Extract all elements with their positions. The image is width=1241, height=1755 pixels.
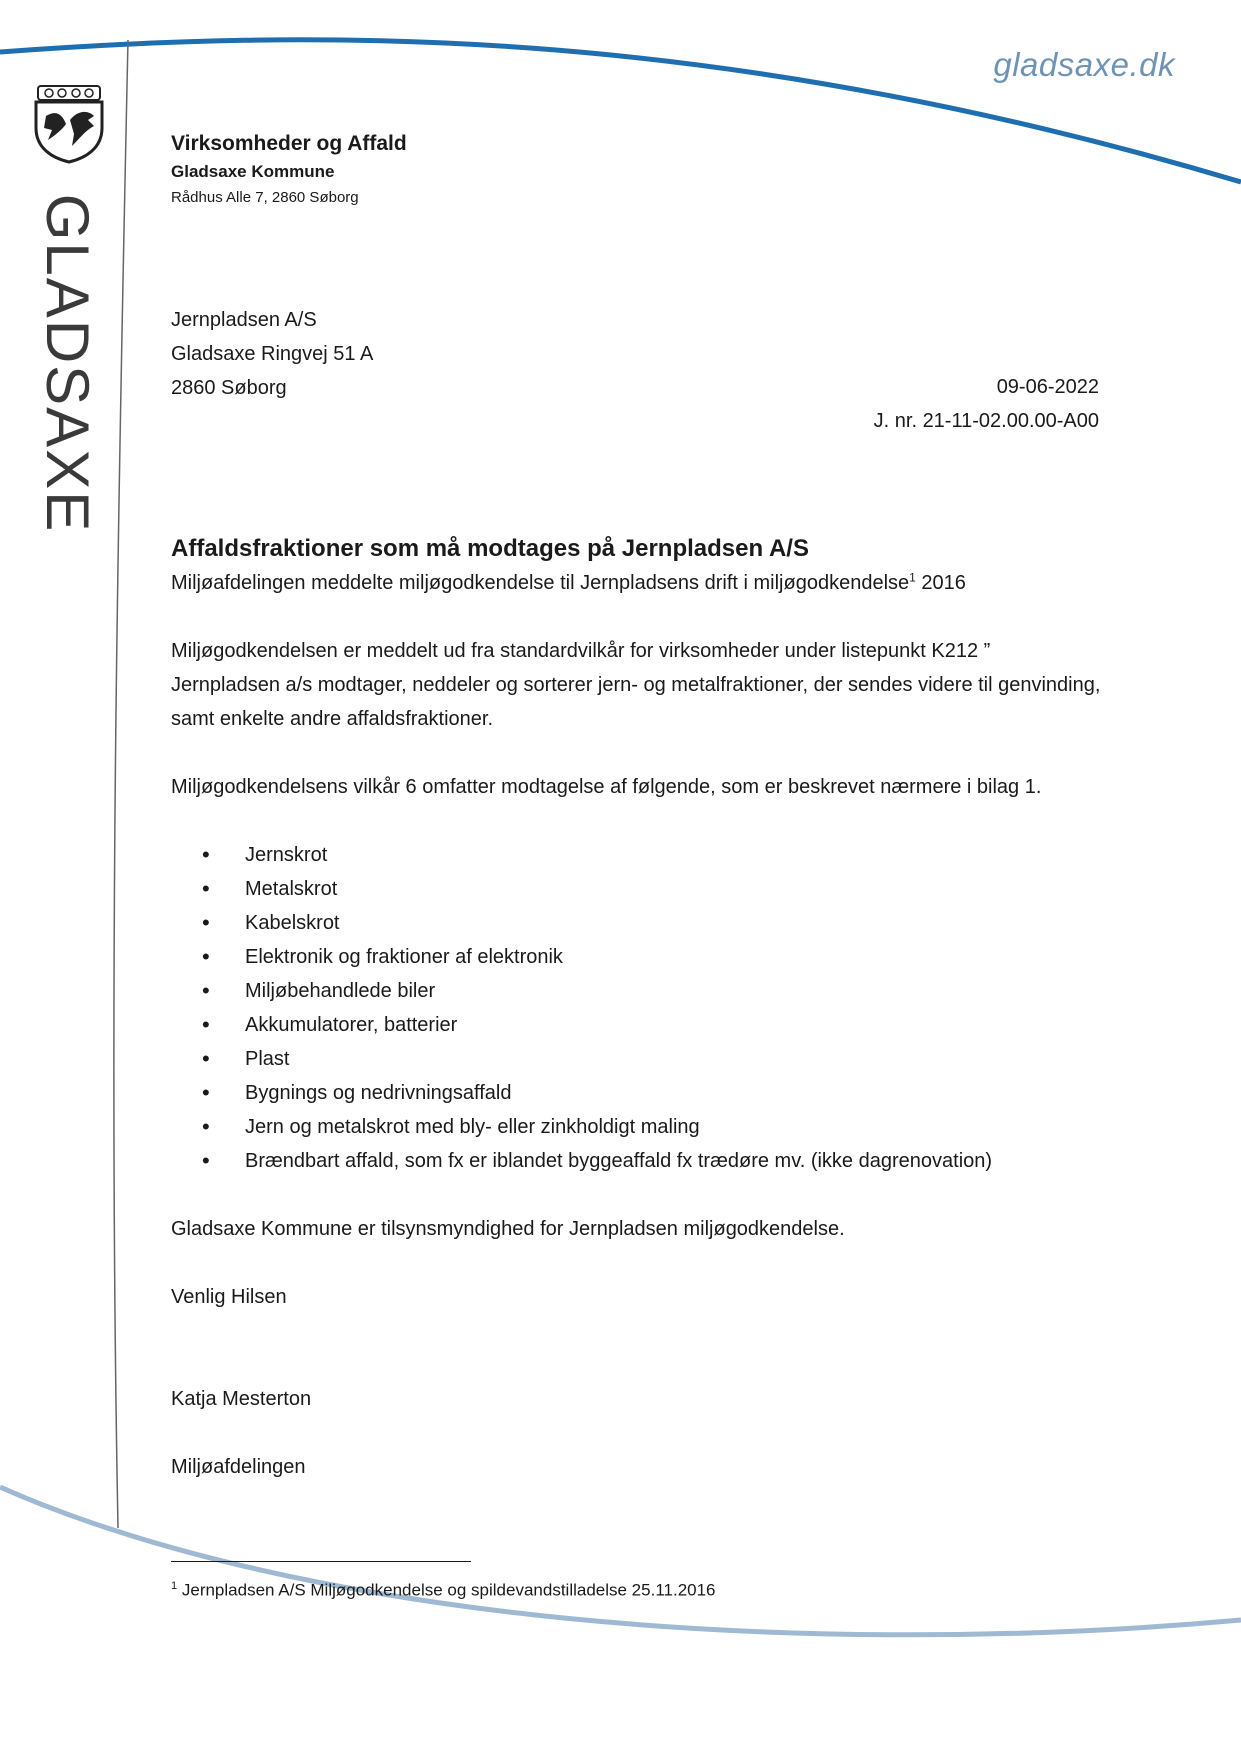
list-item: • Elektronik og fraktioner af elektronik	[171, 940, 1101, 974]
footnote-reference: 1	[909, 570, 916, 585]
list-item: • Miljøbehandlede biler	[171, 974, 1101, 1008]
list-item: • Jern og metalskrot med bly- eller zinkholdigt maling	[171, 1110, 1101, 1144]
footnote	[171, 1580, 716, 1601]
list-item: • Jernskrot	[171, 838, 1101, 872]
footnote-divider	[171, 1561, 471, 1562]
intro-text: Miljøafdelingen meddelte miljøgodkendelse til Jernpladsens drift i miljøgodkendelse	[171, 572, 910, 594]
closing-phrase: Venlig Hilsen	[171, 1286, 287, 1308]
left-vertical-curve	[114, 40, 128, 1528]
website-label: gladsaxe.dk	[993, 46, 1175, 83]
authority-paragraph: Gladsaxe Kommune er tilsynsmyndighed for Jernpladsen miljøgodkendelse.	[171, 1218, 845, 1240]
gladsaxe-coat-of-arms-icon	[32, 80, 106, 164]
signer-department: Miljøafdelingen	[171, 1456, 306, 1478]
fractions-list	[171, 838, 1101, 1178]
sender-block	[171, 132, 407, 206]
sender-organization: Gladsaxe Kommune	[171, 162, 335, 181]
recipient-city: 2860 Søborg	[171, 377, 287, 399]
intro-paragraph	[171, 566, 1101, 600]
conditions-paragraph: Miljøgodkendelsens vilkår 6 omfatter modtagelse af følgende, som er beskrevet nærmere i bilag 1.	[171, 776, 1042, 798]
signer-name: Katja Mesterton	[171, 1388, 312, 1410]
recipient-street: Gladsaxe Ringvej 51 A	[171, 343, 374, 365]
letter-body	[171, 532, 1101, 1484]
list-item: • Akkumulatorer, batterier	[171, 1008, 1101, 1042]
sender-address: Rådhus Alle 7, 2860 Søborg	[171, 189, 359, 206]
letter-meta	[874, 370, 1099, 438]
brand-name: GLADSAXE	[34, 193, 102, 533]
recipient-block	[171, 303, 373, 405]
list-item: • Brændbart affald, som fx er iblandet byggeaffald fx trædøre mv. (ikke dagrenovation)	[171, 1144, 1101, 1178]
vertical-brand-wordmark	[28, 193, 108, 533]
intro-year: 2016	[915, 572, 966, 594]
list-item: • Bygnings og nedrivningsaffald	[171, 1076, 1101, 1110]
list-item: • Metalskrot	[171, 872, 1101, 906]
approval-paragraph: Miljøgodkendelsen er meddelt ud fra standardvilkår for virksomheder under listepunkt K212 ” Jernpladsen a/s modtager, neddeler og sorterer jern- og metalfraktioner, der sendes videre til genvinding, samt enkelte andre affaldsfraktioner.	[171, 640, 1101, 730]
journal-number: J. nr. 21-11-02.00.00-A00	[873, 410, 1099, 432]
list-item: • Kabelskrot	[171, 906, 1101, 940]
footnote-number: 1	[171, 1580, 178, 1592]
footnote-text: Jernpladsen A/S Miljøgodkendelse og spildevandstilladelse 25.11.2016	[181, 1580, 716, 1600]
recipient-name: Jernpladsen A/S	[171, 309, 317, 331]
letter-date: 09-06-2022	[996, 376, 1099, 398]
letter-title: Affaldsfraktioner som må modtages på Jernpladsen A/S	[171, 535, 809, 562]
sender-department: Virksomheder og Affald	[171, 132, 407, 155]
list-item: • Plast	[171, 1042, 1101, 1076]
